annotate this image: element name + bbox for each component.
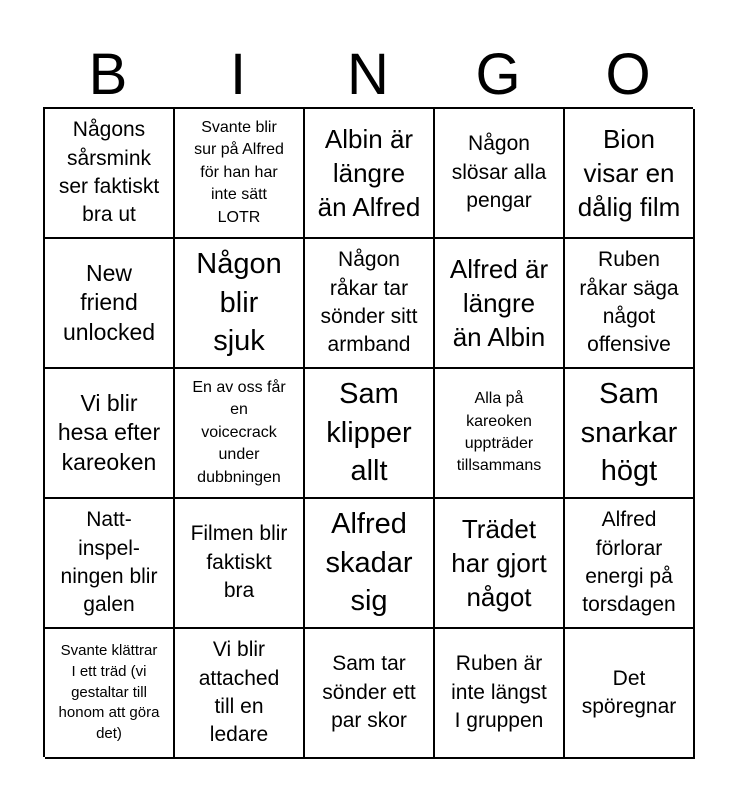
bingo-cell[interactable]: [45, 109, 175, 239]
header-letter-g: G: [475, 42, 521, 107]
cell-text: Sam klipper allt: [326, 378, 412, 488]
cell-text: Ruben råkar säga något offensive: [579, 248, 679, 357]
cell-text: Det spöregnar: [581, 666, 677, 718]
cell-text: New friend unlocked: [62, 259, 156, 345]
bingo-cell[interactable]: [175, 369, 305, 499]
bingo-cell[interactable]: [175, 109, 305, 239]
bingo-cell[interactable]: [435, 239, 565, 369]
cell-text: Albin är längre än Alfred: [317, 123, 421, 223]
bingo-cell[interactable]: [305, 499, 435, 629]
cell-text: Sam snarkar högt: [580, 378, 678, 488]
bingo-cell[interactable]: [435, 109, 565, 239]
bingo-cell[interactable]: [565, 109, 695, 239]
cell-text: Vi blir attached till en ledare: [198, 638, 280, 747]
bingo-cell[interactable]: [435, 499, 565, 629]
bingo-header: [43, 42, 693, 108]
cell-text: Filmen blir faktiskt bra: [190, 522, 288, 603]
bingo-cell[interactable]: [45, 369, 175, 499]
cell-text: Någon råkar tar sönder sitt armband: [320, 248, 418, 357]
bingo-cell[interactable]: [305, 239, 435, 369]
cell-text: Sam tar sönder ett par skor: [322, 652, 416, 733]
bingo-cell[interactable]: [305, 109, 435, 239]
cell-text: Alfred är längre än Albin: [449, 253, 549, 353]
bingo-cell[interactable]: [435, 369, 565, 499]
bingo-cell[interactable]: [175, 499, 305, 629]
bingo-cell[interactable]: [305, 369, 435, 499]
header-letter-b: B: [88, 42, 128, 107]
cell-text: Ruben är inte längst I gruppen: [451, 652, 547, 733]
cell-text: Alfred förlorar energi på torsdagen: [582, 508, 676, 617]
cell-text: Natt- inspel- ningen blir galen: [60, 508, 158, 617]
bingo-board: [43, 107, 693, 757]
header-letter-i: I: [229, 42, 247, 107]
cell-text: Vi blir hesa efter kareoken: [57, 389, 161, 475]
bingo-cell[interactable]: [435, 629, 565, 759]
cell-text: Trädet har gjort något: [451, 513, 547, 613]
bingo-cell[interactable]: [175, 239, 305, 369]
bingo-cell[interactable]: [175, 629, 305, 759]
bingo-cell[interactable]: [565, 499, 695, 629]
bingo-cell[interactable]: [45, 239, 175, 369]
bingo-cell[interactable]: [565, 369, 695, 499]
bingo-cell[interactable]: [45, 499, 175, 629]
cell-text: Någon blir sjuk: [196, 248, 282, 358]
cell-text: Någon slösar alla pengar: [451, 132, 547, 213]
cell-text: Alla på kareoken uppträder tillsammans: [456, 390, 542, 475]
cell-text: Bion visar en dålig film: [577, 123, 681, 223]
cell-text: Svante blir sur på Alfred för han har inte sätt LOTR: [194, 119, 284, 226]
header-letter-o: O: [605, 42, 651, 107]
cell-text: Alfred skadar sig: [325, 508, 413, 618]
bingo-cell[interactable]: [305, 629, 435, 759]
bingo-cell[interactable]: [565, 239, 695, 369]
cell-text: Någons sårsmink ser faktiskt bra ut: [58, 118, 160, 227]
bingo-cell[interactable]: [565, 629, 695, 759]
cell-text: En av oss får en voicecrack under dubbningen: [192, 379, 286, 486]
header-letter-n: N: [347, 42, 389, 107]
bingo-cell[interactable]: [45, 629, 175, 759]
cell-text: Svante klättrar I ett träd (vi gestaltar till honom att göra det): [58, 642, 160, 743]
